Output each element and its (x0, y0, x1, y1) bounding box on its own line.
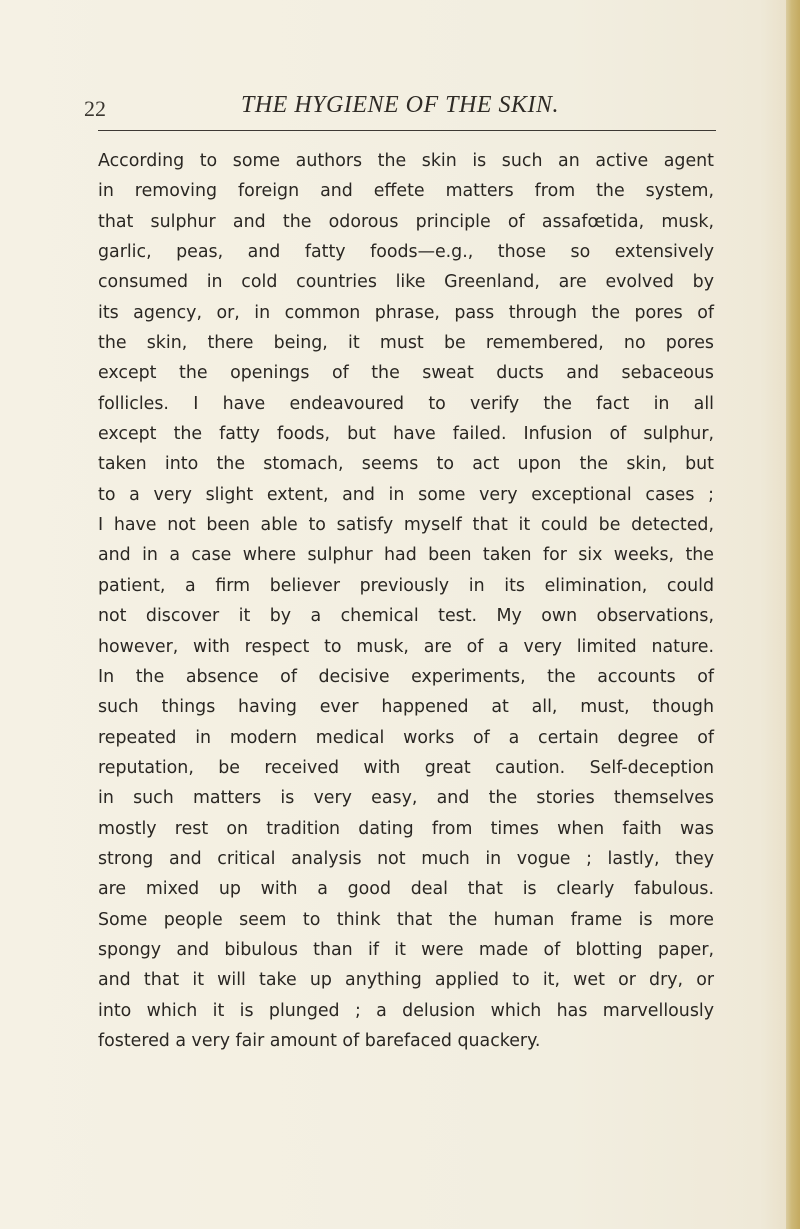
running-head: THE HYGIENE OF THE SKIN. (240, 92, 559, 118)
text-line: in such matters is very easy, and the stories themselves (98, 788, 714, 809)
text-line: fostered a very fair amount of barefaced quackery. (98, 1030, 541, 1051)
text-line: that sulphur and the odorous principle of assafœtida, musk, (98, 211, 714, 232)
text-line: repeated in modern medical works of a certain degree of (98, 727, 714, 748)
text-line: garlic, peas, and fatty foods—e.g., those so extensively (98, 242, 714, 263)
text-line: Some people seem to think that the human frame is more (98, 909, 714, 930)
text-line: the skin, there being, it must be remembered, no pores (98, 333, 714, 354)
text-line: taken into the stomach, seems to act upon the skin, but (98, 454, 714, 475)
text-line: mostly rest on tradition dating from times when faith was (98, 818, 714, 839)
text-line: such things having ever happened at all, must, though (98, 697, 714, 718)
text-line: reputation, be received with great caution. Self-deception (98, 757, 714, 778)
header-rule (98, 130, 716, 131)
text-line: in removing foreign and effete matters from the system, (98, 181, 714, 202)
text-line: to a very slight extent, and in some very exceptional cases ; (98, 484, 714, 505)
text-line: and in a case where sulphur had been taken for six weeks, the (98, 545, 714, 566)
text-line: spongy and bibulous than if it were made of blotting paper, (98, 939, 714, 960)
text-line: In the absence of decisive experiments, the accounts of (98, 666, 714, 687)
text-line: follicles. I have endeavoured to verify the fact in all (98, 393, 714, 414)
text-line: into which it is plunged ; a delusion which has marvellously (98, 1000, 714, 1021)
text-line: are mixed up with a good deal that is clearly fabulous. (98, 879, 714, 900)
text-line: strong and critical analysis not much in vogue ; lastly, they (98, 848, 714, 869)
text-line: consumed in cold countries like Greenland, are evolved by (98, 272, 714, 293)
text-line: patient, a firm believer previously in its elimination, could (98, 575, 714, 596)
text-line: not discover it by a chemical test. My own observations, (98, 606, 714, 627)
body-paragraph (98, 146, 714, 1056)
page-number: 22 (84, 96, 106, 121)
text-line: According to some authors the skin is such an active agent (98, 151, 714, 171)
text-line: I have not been able to satisfy myself that it could be detected, (98, 515, 714, 536)
page-header (84, 92, 710, 126)
text-line: its agency, or, in common phrase, pass through the pores of (98, 302, 714, 323)
text-line: and that it will take up anything applied to it, wet or dry, or (98, 970, 714, 991)
text-line: except the fatty foods, but have failed. Infusion of sulphur, (98, 424, 714, 445)
page-edge (786, 0, 800, 1229)
text-line: however, with respect to musk, are of a very limited nature. (98, 636, 714, 657)
text-line: except the openings of the sweat ducts and sebaceous (98, 363, 714, 384)
